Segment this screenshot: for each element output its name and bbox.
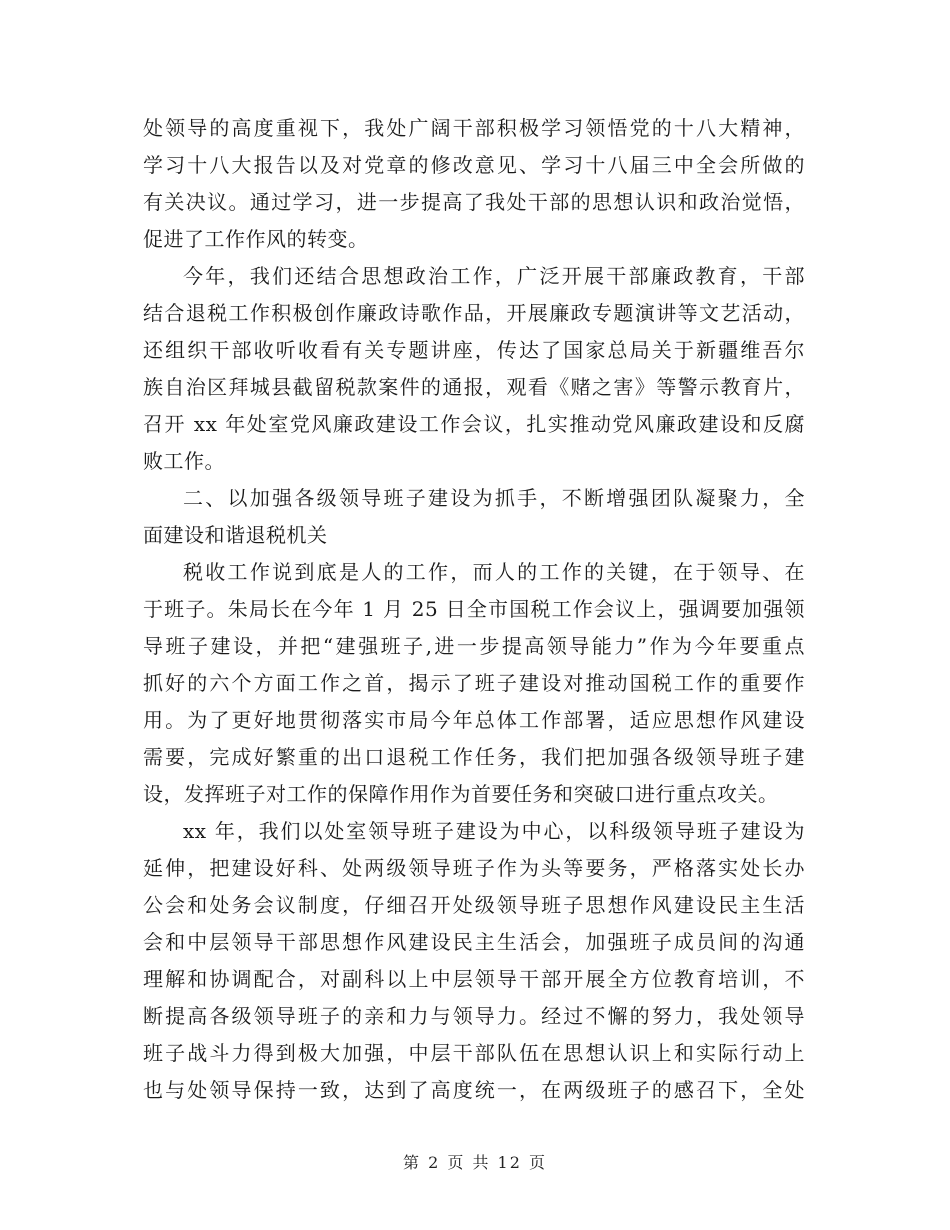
section-heading-continued: 面建设和谐退税机关 [143,523,328,547]
text-line: 于班子。朱局长在今年 1 月 25 日全市国税工作会议上，强调要加强领 [143,597,805,621]
text-line: 族自治区拜城县截留税款案件的通报，观看《赌之害》等警示教育片， [143,375,805,399]
text-line: 结合退税工作积极创作廉政诗歌作品，开展廉政专题演讲等文艺活动， [143,301,805,325]
text-line: 召开 xx 年处室党风廉政建设工作会议，扎实推动党风廉政建设和反腐 [143,412,805,436]
page-number-footer: 第 2 页 共 12 页 [403,1153,547,1172]
text-line: 学习十八大报告以及对党章的修改意见、学习十八届三中全会所做的 [143,153,805,177]
text-line: 也与处领导保持一致，达到了高度统一，在两级班子的感召下，全处 [143,1078,805,1102]
text-line: 需要，完成好繁重的出口退税工作任务，我们把加强各级领导班子建 [143,745,805,769]
text-line: 促进了工作作风的转变。 [143,227,369,251]
text-line: 班子战斗力得到极大加强，中层干部队伍在思想认识上和实际行动上 [143,1041,805,1065]
text-line: 还组织干部收听收看有关专题讲座，传达了国家总局关于新疆维吾尔 [143,338,805,362]
text-line: 设，发挥班子对工作的保障作用作为首要任务和突破口进行重点攻关。 [143,782,779,806]
text-line: 会和中层领导干部思想作风建设民主生活会，加强班子成员间的沟通 [143,930,805,954]
paragraph-start-line: 税收工作说到底是人的工作，而人的工作的关键，在于领导、在 [183,560,805,584]
text-line: 有关决议。通过学习，进一步提高了我处干部的思想认识和政治觉悟， [143,190,805,214]
text-line: 用。为了更好地贯彻落实市局今年总体工作部署，适应思想作风建设 [143,708,805,732]
paragraph-start-line: 今年，我们还结合思想政治工作，广泛开展干部廉政教育，干部 [183,264,805,288]
text-line: 抓好的六个方面工作之首，揭示了班子建设对推动国税工作的重要作 [143,671,805,695]
text-line: 断提高各级领导班子的亲和力与领导力。经过不懈的努力，我处领导 [143,1004,805,1028]
text-line: 公会和处务会议制度，仔细召开处级领导班子思想作风建设民主生活 [143,893,805,917]
text-line: 延伸，把建设好科、处两级领导班子作为头等要务，严格落实处长办 [143,856,805,880]
section-heading: 二、以加强各级领导班子建设为抓手，不断增强团队凝聚力，全 [183,486,805,510]
text-line: 处领导的高度重视下，我处广阔干部积极学习领悟党的十八大精神， [143,116,805,140]
body-text [143,110,805,1109]
text-line: 导班子建设，并把“建强班子,进一步提高领导能力”作为今年要重点 [143,634,805,658]
text-line: 理解和协调配合，对副科以上中层领导干部开展全方位教育培训，不 [143,967,805,991]
text-line: 败工作。 [143,449,225,473]
paragraph-start-line: xx 年，我们以处室领导班子建设为中心，以科级领导班子建设为 [183,819,805,843]
